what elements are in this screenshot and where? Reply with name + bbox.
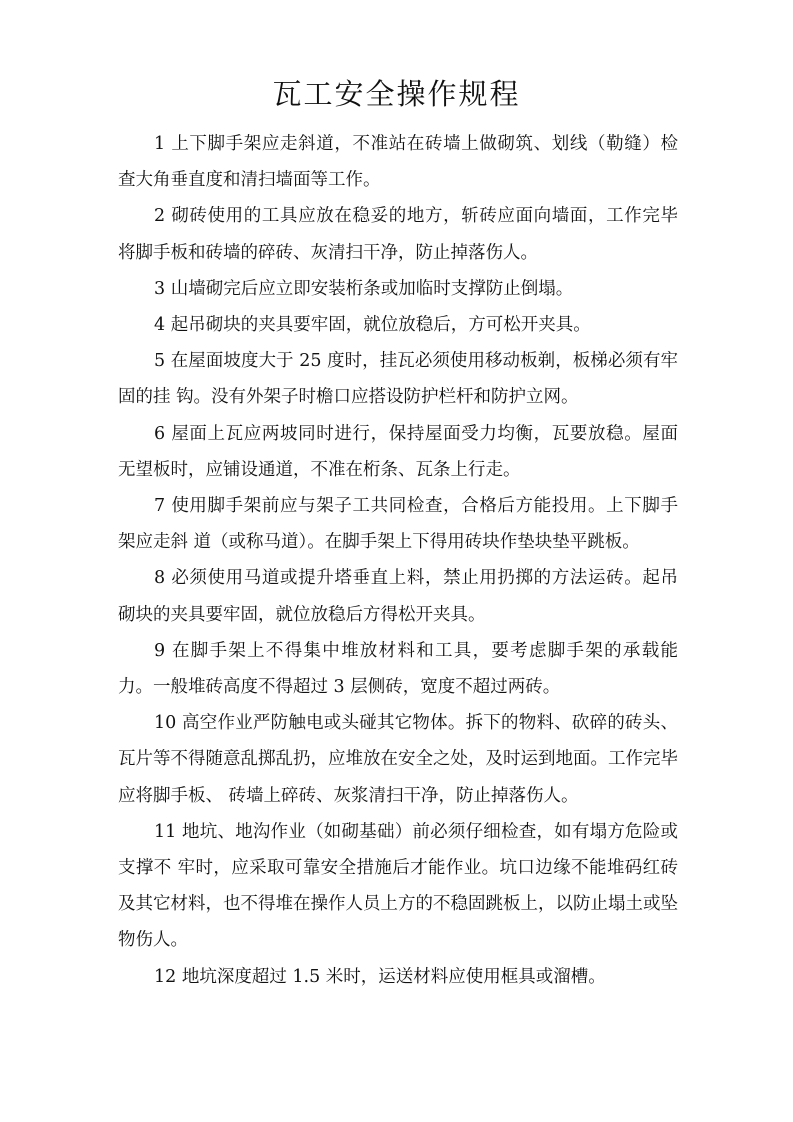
paragraph-9: 9 在脚手架上不得集中堆放材料和工具，要考虑脚手架的承载能力。一般堆砖高度不得超过 3 层侧砖，宽度不超过两砖。 xyxy=(118,640,678,698)
paragraph-6: 6 屋面上瓦应两坡同时进行，保持屋面受力均衡，瓦要放稳。屋面无望板时，应铺设通道，不准在桁条、瓦条上行走。 xyxy=(118,423,678,480)
paragraph-5: 5 在屋面坡度大于 25 度时，挂瓦必须使用移动板剃，板梯必须有牢固的挂 钩。没有外架子时檐口应搭设防护栏杆和防护立网。 xyxy=(118,351,678,408)
paragraph-1: 1 上下脚手架应走斜道，不准站在砖墙上做砌筑、划线（勒缝）检查大角垂直度和清扫墙面等工作。 xyxy=(118,134,678,191)
paragraph-4: 4 起吊砌块的夹具要牢固，就位放稳后，方可松开夹具。 xyxy=(154,315,591,336)
paragraph-12: 12 地坑深度超过 1.5 米时，运送材料应使用框具或溜槽。 xyxy=(154,966,606,987)
paragraph-10: 10 高空作业严防触电或头碰其它物体。拆下的物料、砍碎的砖头、瓦片等不得随意乱掷乱扔，应堆放在安全之处，及时运到地面。工作完毕应将脚手板、 砖墙上碎砖、灰浆清扫干净，防止掉落伤人。 xyxy=(118,713,678,806)
paragraph-3: 3 山墙砌完后应立即安装桁条或加临时支撑防止倒塌。 xyxy=(154,278,574,299)
paragraph-11: 11 地坑、地沟作业（如砌基础）前必须仔细检查，如有塌方危险或支撑不 牢时，应采取可靠安全措施后才能作业。坑口边缘不能堆码红砖及其它材料，也不得堆在操作人员上方的不稳固跳板上，以防止塌土或坠物伤人。 xyxy=(118,821,678,951)
document-title: 瓦工安全操作规程 xyxy=(272,77,521,111)
paragraph-8: 8 必须使用马道或提升塔垂直上料，禁止用扔掷的方法运砖。起吊砌块的夹具要牢固，就位放稳后方得松开夹具。 xyxy=(118,568,678,625)
paragraph-2: 2 砌砖使用的工具应放在稳妥的地方，斩砖应面向墙面，工作完毕将脚手板和砖墙的碎砖、灰清扫干净，防止掉落伤人。 xyxy=(118,206,678,263)
document-body xyxy=(118,126,678,995)
paragraph-7: 7 使用脚手架前应与架子工共同检查，合格后方能投用。上下脚手架应走斜 道（或称马道）。在脚手架上下得用砖块作垫块垫平跳板。 xyxy=(118,496,678,553)
